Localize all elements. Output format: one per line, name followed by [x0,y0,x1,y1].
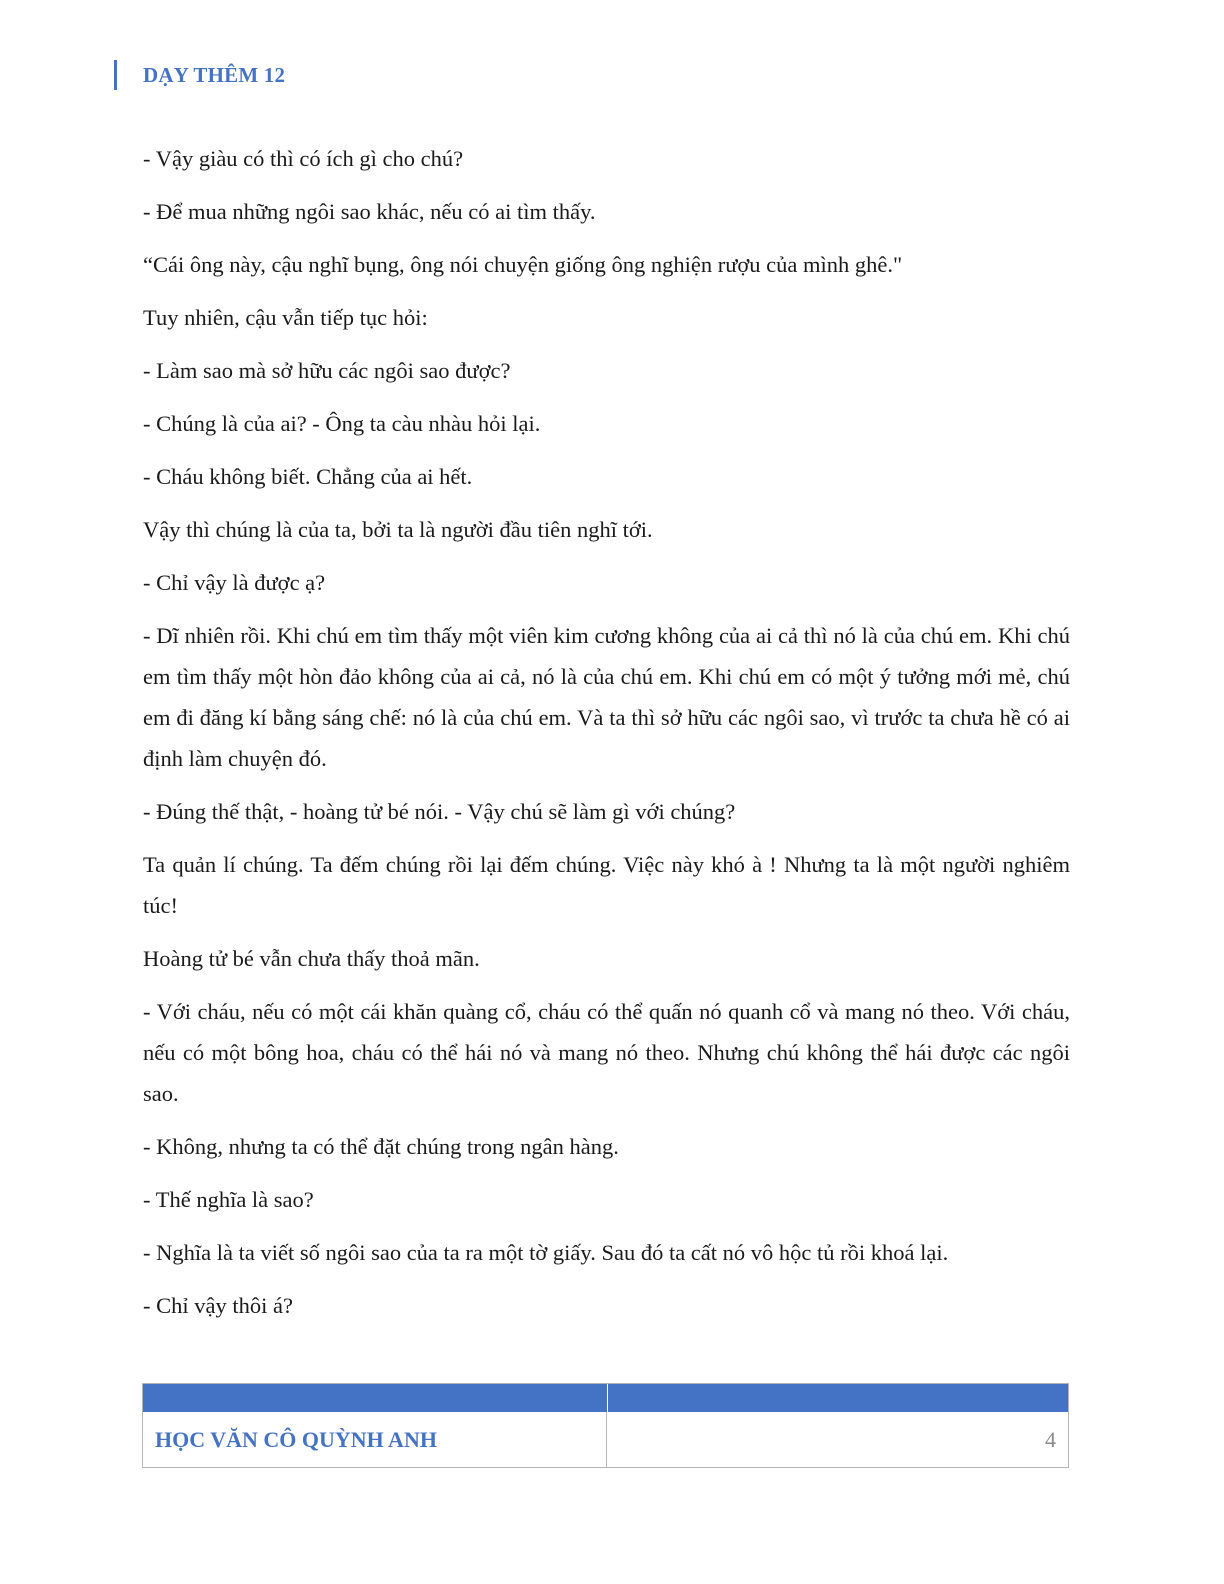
paragraph: - Nghĩa là ta viết số ngôi sao của ta ra một tờ giấy. Sau đó ta cất nó vô hộc tủ rồi khoá lại. [143,1240,949,1265]
footer-label-cell [143,1412,607,1467]
paragraph: Hoàng tử bé vẫn chưa thấy thoả mãn. [143,946,480,971]
page-header [114,60,285,90]
footer-band-left [143,1384,608,1412]
paragraph: Tuy nhiên, cậu vẫn tiếp tục hỏi: [143,305,428,330]
paragraph: “Cái ông này, cậu nghĩ bụng, ông nói chuyện giống ông nghiện rượu của mình ghê." [143,252,903,277]
paragraph: - Vậy giàu có thì có ích gì cho chú? [143,146,464,171]
footer-page-cell [607,1412,1068,1467]
paragraph: - Đúng thế thật, - hoàng tử bé nói. - Vậy chú sẽ làm gì với chúng? [143,799,736,824]
document-body [143,138,1070,1338]
footer-label: HỌC VĂN CÔ QUỲNH ANH [155,1426,437,1452]
paragraph: - Chỉ vậy thôi á? [143,1293,293,1318]
paragraph: Ta quản lí chúng. Ta đếm chúng rồi lại đếm chúng. Việc này khó à ! Nhưng ta là một người nghiêm túc! [143,852,1070,918]
paragraph: - Với cháu, nếu có một cái khăn quàng cổ, cháu có thể quấn nó quanh cổ và mang nó theo. Với cháu, nếu có một bông hoa, cháu có thể hái nó và mang nó theo. Nhưng chú không thể hái được các ngôi sao. [143,999,1070,1106]
paragraph: - Cháu không biết. Chẳng của ai hết. [143,464,473,489]
paragraph: - Không, nhưng ta có thể đặt chúng trong ngân hàng. [143,1134,619,1159]
footer-color-band [143,1384,1068,1412]
paragraph: - Thế nghĩa là sao? [143,1187,314,1212]
page-footer [142,1383,1069,1468]
footer-content-row [143,1412,1068,1467]
paragraph: - Chỉ vậy là được ạ? [143,570,326,595]
paragraph: Vậy thì chúng là của ta, bởi ta là người đầu tiên nghĩ tới. [143,517,653,542]
page-number: 4 [1045,1426,1056,1452]
header-title: DẠY THÊM 12 [143,62,286,87]
header-accent-bar [114,60,117,90]
paragraph: - Làm sao mà sở hữu các ngôi sao được? [143,358,511,383]
paragraph: - Để mua những ngôi sao khác, nếu có ai tìm thấy. [143,199,596,224]
paragraph: - Chúng là của ai? - Ông ta càu nhàu hỏi lại. [143,411,541,436]
paragraph: - Dĩ nhiên rồi. Khi chú em tìm thấy một viên kim cương không của ai cả thì nó là của chú em. Khi chú em tìm thấy một hòn đảo không của ai cả, nó là của chú em. Khi chú em có một ý tưởng mới mẻ, chú em đi đăng kí bằng sáng chế: nó là của chú em. Và ta thì sở hữu các ngôi sao, vì trước ta chưa hề có ai định làm chuyện đó. [143,623,1070,771]
